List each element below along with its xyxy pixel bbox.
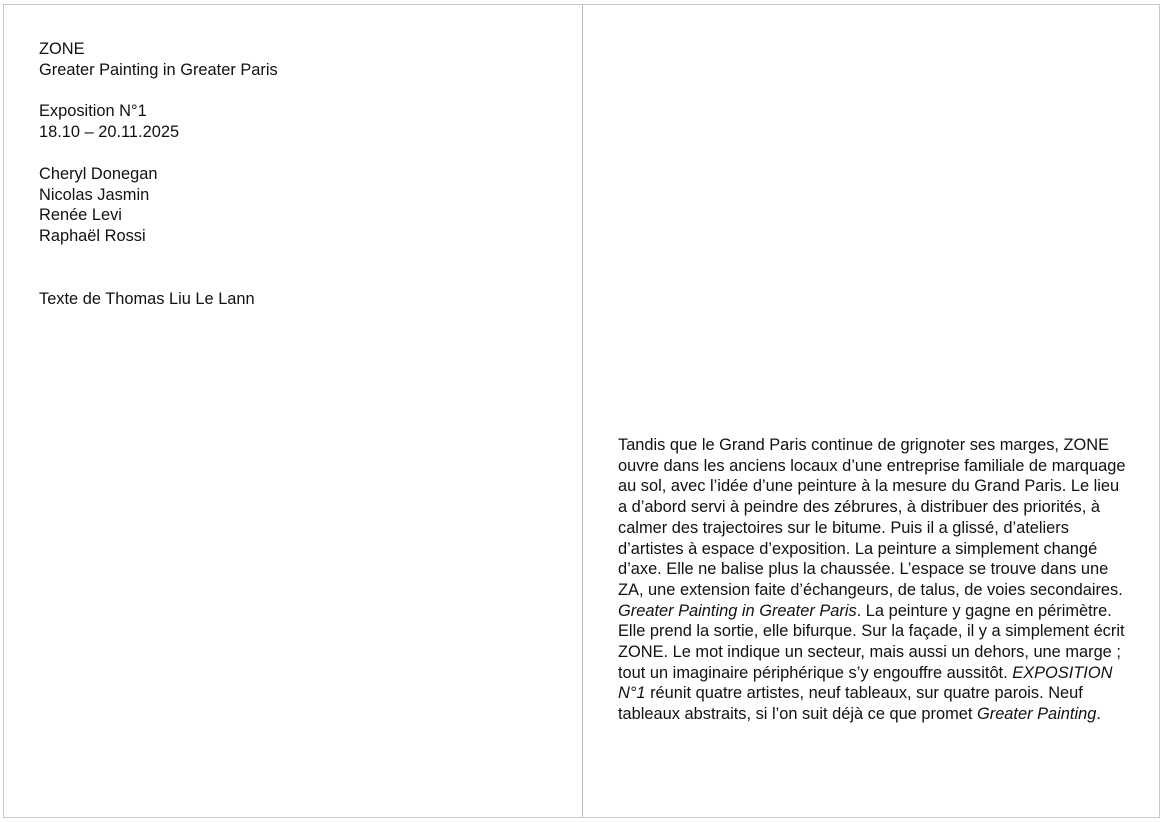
document-spread (3, 4, 1160, 818)
text-credit: Texte de Thomas Liu Le Lann (39, 289, 255, 308)
essay-text: . La peinture y gagne en périmètre. Elle prend la sortie, elle bifurque. Sur la façade, il y a simplement écrit ZONE. Le mot indique un secteur, mais aussi un dehors, une marge ; tout un imaginaire périphérique s’y engouffre aussitôt. (618, 601, 1125, 682)
essay-italic-title: Greater Painting in Greater Paris (618, 601, 857, 620)
exhibition-number: Exposition N°1 (39, 102, 147, 121)
essay-text: . (1096, 705, 1101, 724)
artist-name: Cheryl Donegan (39, 164, 158, 183)
subtitle: Greater Painting in Greater Paris (39, 60, 278, 79)
artist-name: Raphaël Rossi (39, 227, 146, 246)
right-page (618, 435, 1130, 725)
essay-italic-exhibition: EXPOSITION N°1 (618, 663, 1113, 703)
essay-paragraph (618, 435, 1130, 725)
essay-italic-phrase: Greater Painting (976, 705, 1097, 724)
left-page (39, 39, 539, 309)
artist-name: Nicolas Jasmin (39, 185, 150, 204)
essay-text: Tandis que le Grand Paris continue de grignoter ses marges, ZONE ouvre dans les anciens locaux d’une entreprise familiale de marquage au sol, avec l’idée d’une peinture à la mesure du Grand Paris. Le lieu a d’abord servi à peindre des zébrures, à distribuer des priorités, à calmer des trajectoires sur le bitume. Puis il a glissé, d’ateliers d’artistes à espace d’exposition. La peinture a simplement changé d’axe. Elle ne balise plus la chaussée. L’espace se trouve dans une ZA, une extension faite d’échangeurs, de talus, de voies secondaires. (618, 436, 1126, 599)
title: ZONE (39, 40, 85, 58)
page-fold-divider (582, 5, 583, 817)
artist-name: Renée Levi (39, 206, 122, 225)
essay-text: réunit quatre artistes, neuf tableaux, sur quatre parois. Neuf tableaux abstraits, si l’on suit déjà ce que promet (618, 684, 1083, 724)
exhibition-dates: 18.10 – 20.11.2025 (39, 123, 180, 142)
